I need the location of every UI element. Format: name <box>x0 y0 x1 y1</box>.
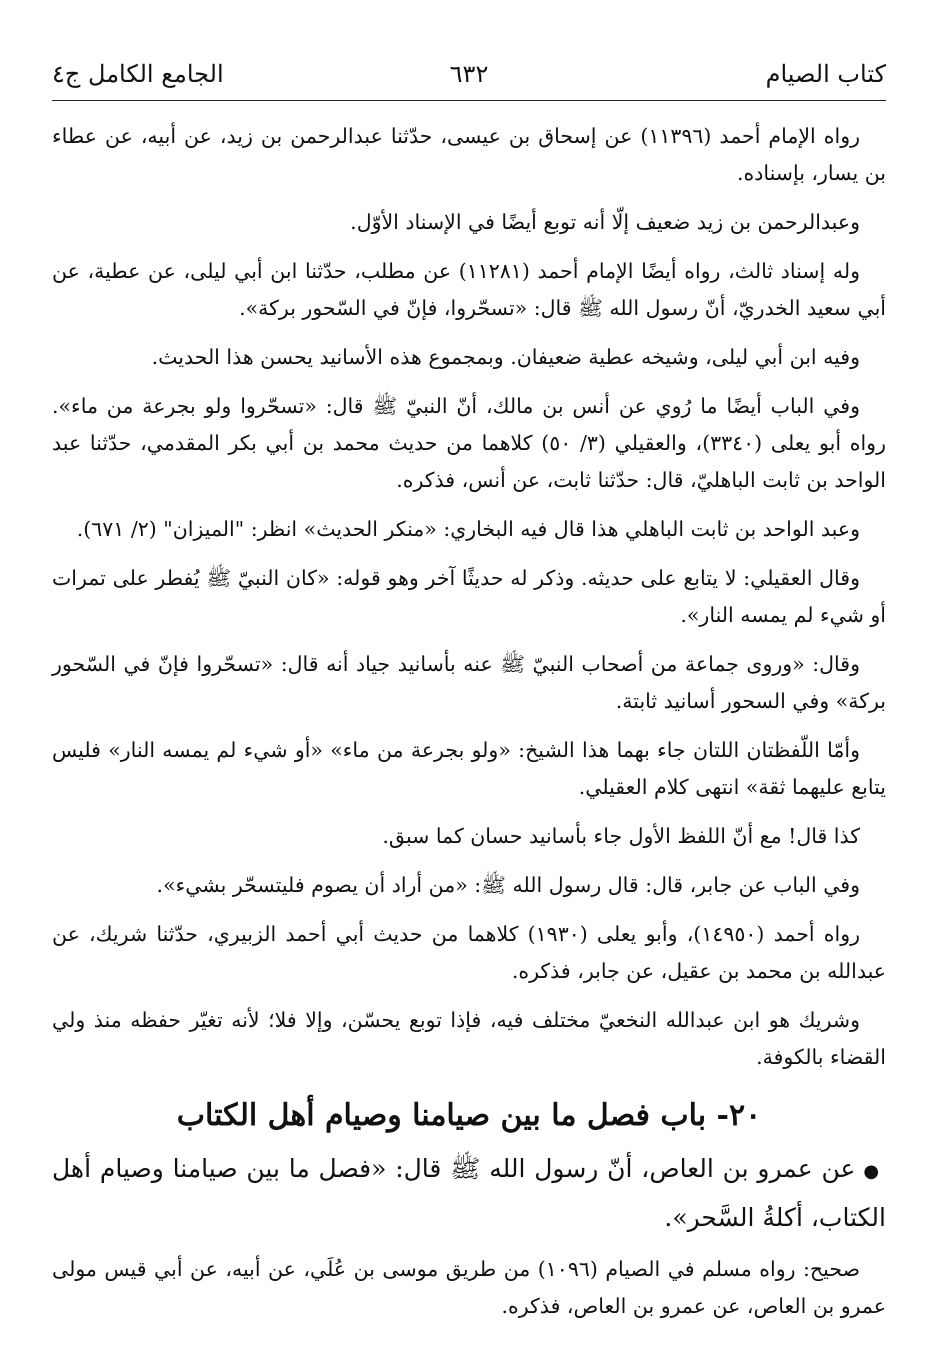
paragraph: وفيه ابن أبي ليلى، وشيخه عطية ضعيفان. وبمجموع هذه الأسانيد يحسن هذا الحديث. <box>151 345 860 369</box>
page-number: ٦٣٢ <box>449 60 489 88</box>
paragraph: وعبدالرحمن بن زيد ضعيف إلّا أنه توبع أيضًا في الإسناد الأوّل. <box>350 210 860 234</box>
paragraph: رواه أحمد (١٤٩٥٠)، وأبو يعلى (١٩٣٠) كلاهما من حديث أبي أحمد الزبيري، حدّثنا شريك، عن عبدالله بن محمد بن عقيل، عن جابر، فذكره. <box>52 922 886 983</box>
paragraph: وفي الباب أيضًا ما رُوي عن أنس بن مالك، أنّ النبيّ ﷺ قال: «تسحّروا ولو بجرعة من ماء». رواه أبو يعلى (٣٣٤٠)، والعقيلي (٣/ ٥٠) كلاهما من حديث محمد بن أبي بكر المقدمي، حدّثنا عبد الواحد بن ثابت الباهليّ، قال: حدّثنا ثابت، عن أنس، فذكره. <box>52 394 886 492</box>
bullet-icon: ● <box>863 1161 880 1182</box>
paragraph: وقال: «وروى جماعة من أصحاب النبيّ ﷺ عنه بأسانيد جياد أنه قال: «تسحّروا فإنّ في السّحور بركة» وفي السحور أسانيد ثابتة. <box>52 652 886 713</box>
hadith-text <box>52 1146 886 1241</box>
header-right-title: كتاب الصيام <box>765 60 886 88</box>
takhrij-paragraph: صحيح: رواه مسلم في الصيام (١٠٩٦) من طريق موسى بن عُلَي، عن أبيه، عن أبي قيس مولى عمرو بن العاص، عن عمرو بن العاص، فذكره. <box>52 1257 886 1318</box>
hadith-body: عن عمرو بن العاص، أنّ رسول الله ﷺ قال: «فصل ما بين صيامنا وصيام أهل الكتاب، أكلةُ السَّحر». <box>52 1154 886 1232</box>
chapter-title: ٢٠- باب فصل ما بين صيامنا وصيام أهل الكتاب <box>176 1098 762 1133</box>
paragraph: وأمّا اللّفظتان اللتان جاء بهما هذا الشيخ: «ولو بجرعة من ماء» «أو شيء لم يمسه النار» فليس يتابع عليهما ثقة» انتهى كلام العقيلي. <box>52 738 886 799</box>
header-left-title: الجامع الكامل ج٤ <box>52 60 224 88</box>
paragraph: كذا قال! مع أنّ اللفظ الأول جاء بأسانيد حسان كما سبق. <box>382 824 860 848</box>
paragraph: وعبد الواحد بن ثابت الباهلي هذا قال فيه البخاري: «منكر الحديث» انظر: "الميزان" (٢/ ٦٧١). <box>76 517 860 541</box>
paragraph: وفي الباب عن جابر، قال: قال رسول الله ﷺ: «من أراد أن يصوم فليتسحّر بشيء». <box>156 873 860 897</box>
header-rule <box>52 100 886 101</box>
page-header <box>52 56 886 92</box>
paragraph: وله إسناد ثالث، رواه أيضًا الإمام أحمد (١١٢٨١) عن مطلب، حدّثنا ابن أبي ليلى، عن عطية، عن أبي سعيد الخدريّ، أنّ رسول الله ﷺ قال: «تسحّروا، فإنّ في السّحور بركة». <box>52 259 886 320</box>
paragraph: وشريك هو ابن عبدالله النخعيّ مختلف فيه، فإذا توبع يحسّن، وإلا فلا؛ لأنه تغيّر حفظه منذ ولي القضاء بالكوفة. <box>52 1008 886 1069</box>
page-body <box>52 118 886 1337</box>
paragraph: رواه الإمام أحمد (١١٣٩٦) عن إسحاق بن عيسى، حدّثنا عبدالرحمن بن زيد، عن أبيه، عن عطاء بن يسار، بإسناده. <box>52 124 886 185</box>
paragraph: وقال العقيلي: لا يتابع على حديثه. وذكر له حديثًا آخر وهو قوله: «كان النبيّ ﷺ يُفطر على تمرات أو شيء لم يمسه النار». <box>52 566 886 627</box>
